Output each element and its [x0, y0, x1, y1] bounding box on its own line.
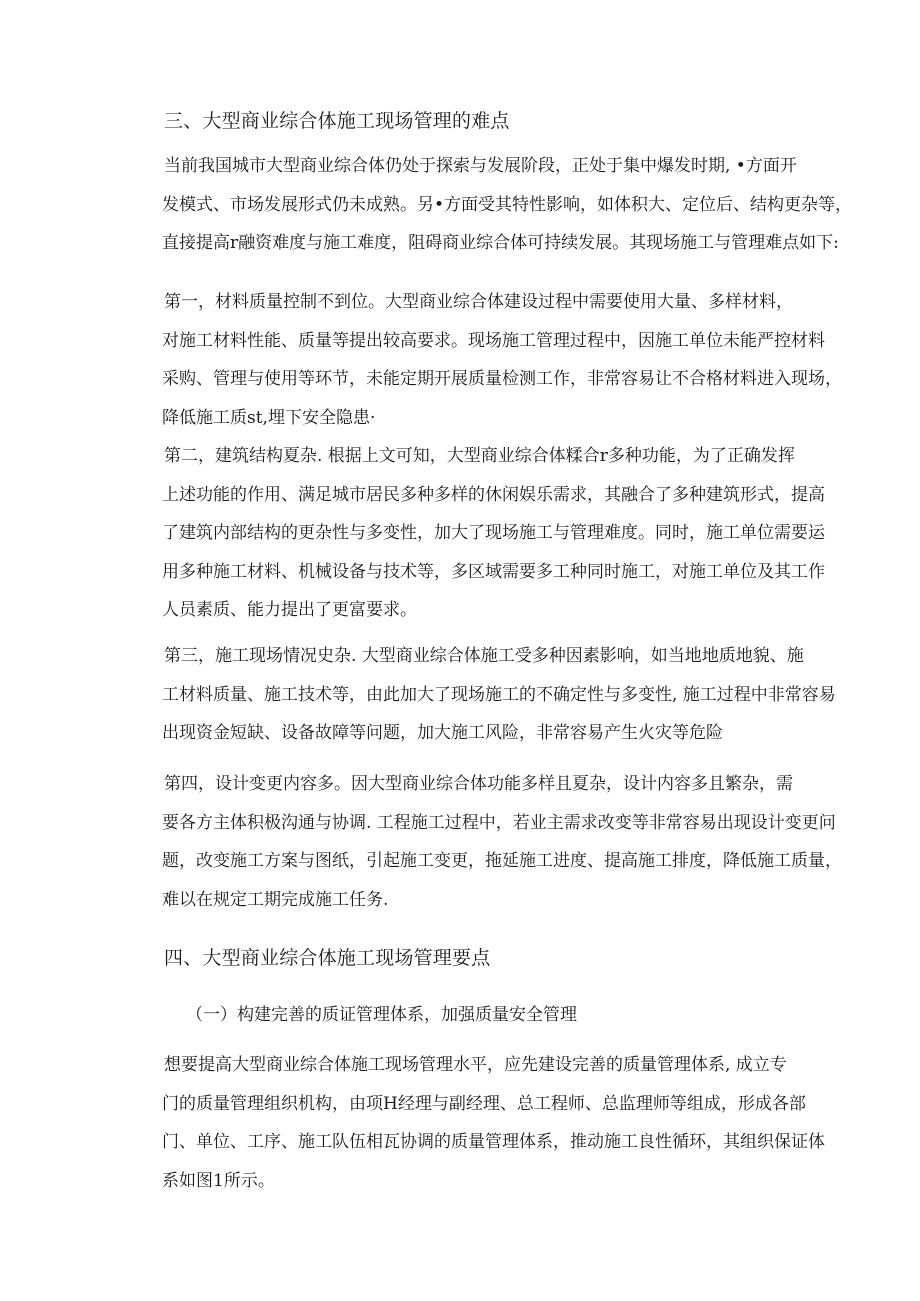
paragraph-line: 降低施工质st,埋下安全隐患· — [162, 407, 376, 428]
section-4-heading: 四、大型商业综合体施工现场管理要点 — [164, 947, 491, 969]
paragraph-line: 发模式、市场发展形式仍未成熟。另•方面受其特性影响，如体积大、定位后、结构更杂等， — [162, 194, 853, 215]
paragraph-line: 要各方主体积极沟通与协调. 工程施工过程中，若业主需求改变等非常容易出现设计变更问 — [162, 812, 836, 833]
section-4-body-paragraph — [162, 1046, 825, 1200]
paragraph-line: 了建筑内部结构的更杂性与多变性，加大了现场施工与管理难度。同时，施工单位需要运 — [162, 523, 825, 543]
point-3-paragraph — [162, 637, 836, 753]
paragraph-line: 工材料质量、施工技术等，由此加大了现场施工的不确定性与多变性, 施工过程中非常容易 — [162, 684, 836, 705]
paragraph-line: 采购、管理与使用等环节，未能定期开展质量检测工作，非常容易让不合格材料进入现场， — [162, 369, 842, 389]
paragraph-line: 第二，建筑结构夏杂. 根据上文可知，大型商业综合体糅合r多种功能，为了正确发挥 — [164, 446, 795, 466]
paragraph-line: 难以在规定工期完成施工任务. — [162, 889, 389, 910]
paragraph-line: 门的质量管理组织机构，由项H经理与副经理、总工程师、总监理师等组成，形成各部 — [162, 1093, 806, 1114]
paragraph-line: 当前我国城市大型商业综合体仍处于探索与发展阶段，正处于集中爆发时期, •方面开 — [164, 156, 797, 176]
section-4-subheading: （一）构建完善的质证管理体系，加强质量安全管理 — [186, 1005, 577, 1025]
paragraph-line: 用多种施工材料、机械设备与技术等，多区域需要多工种同时施工，对施工单位及其工作 — [162, 561, 825, 582]
paragraph-line: 想要提高大型商业综合体施工现场管理水平，应先建设完善的质量管理体系, 成立专 — [164, 1055, 787, 1075]
paragraph-line: 门、单位、工序、施工队伍相瓦协调的质量管理体系，推动施工良性循环，其组织保证体 — [162, 1132, 825, 1152]
paragraph-line: 系如图1所示。 — [162, 1170, 275, 1191]
paragraph-line: 对施工材料性能、质量等提出较高要求。现场施工管理过程中，因施工单位未能严控材料 — [162, 330, 825, 351]
paragraph-line: 人员素质、能力提出了更富要求。 — [162, 600, 417, 620]
point-1-paragraph — [162, 283, 842, 437]
point-2-paragraph — [162, 437, 825, 630]
paragraph-line: 出现资金短缺、设备故障等问题，加大施工风险，非常容易产生火灾等危险 — [162, 723, 723, 743]
section-3-heading: 三、大型商业综合体施工现场管理的难点 — [164, 110, 510, 132]
point-4-paragraph — [162, 765, 842, 919]
paragraph-line: 题，改变施工方案与图纸，引起施工变更，拖延施工进度、提高施工排度，降低施工质量， — [162, 851, 842, 871]
paragraph-line: 上述功能的作用、满足城市居民多种多样的休闲娱乐需求，其融合了多种建筑形式，提高 — [162, 484, 825, 505]
paragraph-line: 第三，施工现场情况史杂. 大型商业综合体施工受多种因素影响，如当地地质地貌、施 — [164, 646, 804, 666]
section-3-intro-paragraph — [162, 147, 853, 263]
paragraph-line: 直接提高r融资难度与施工难度，阻碍商业综合体可持续发展。其现场施工与管理难点如下: — [162, 233, 839, 253]
paragraph-line: 第一，材料质量控制不到位。大型商业综合体建设过程中需要使用大量、多样材料， — [164, 292, 793, 312]
paragraph-line: 第四，设计变更内容多。因大型商业综合体功能多样且夏杂，设计内容多且繁杂，需 — [164, 774, 793, 794]
